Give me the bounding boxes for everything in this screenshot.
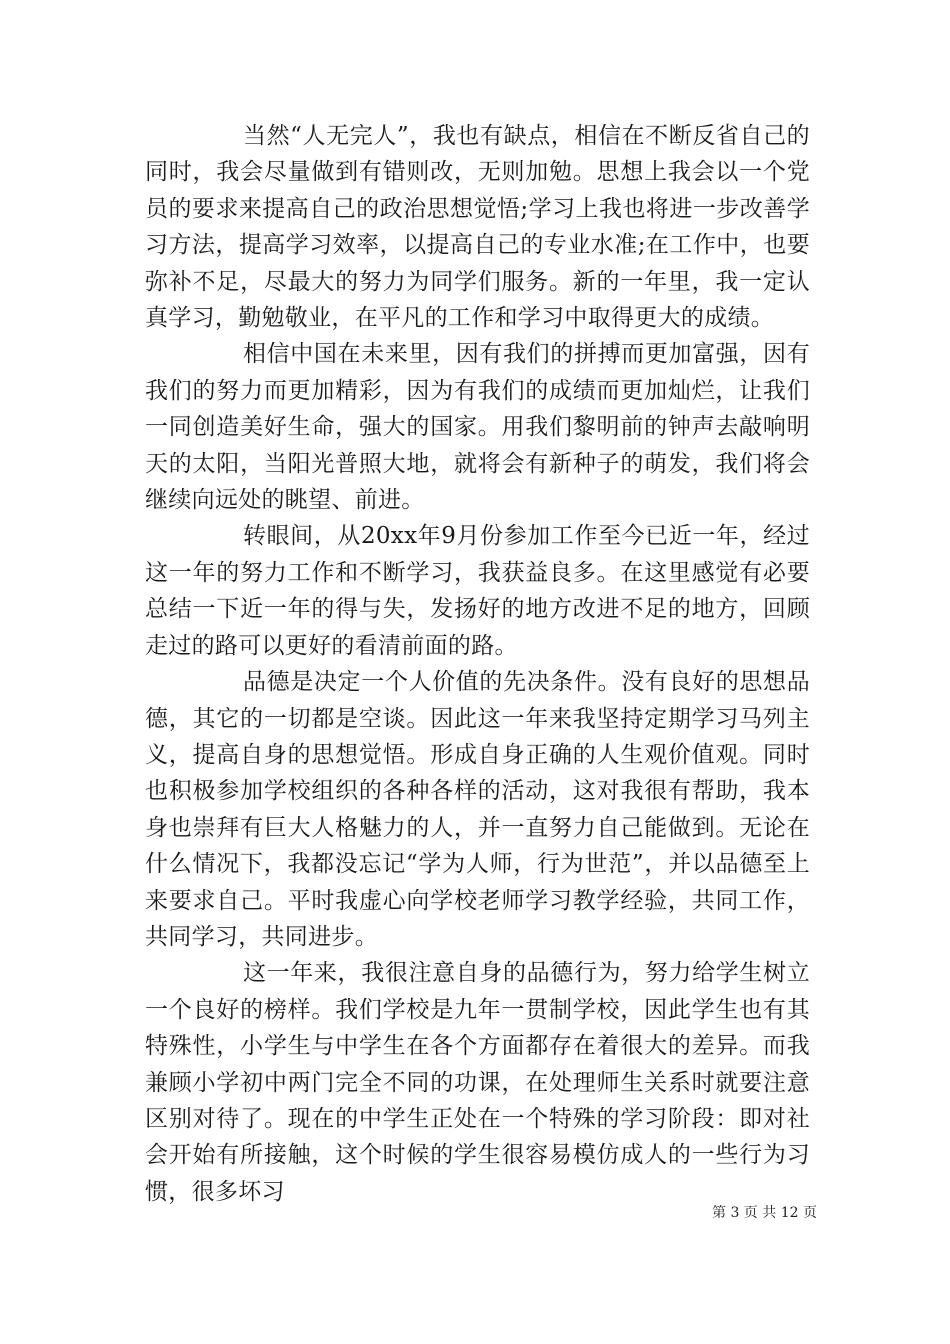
paragraph: 这一年来，我很注意自身的品德行为，努力给学生树立一个良好的榜样。我们学校是九年一贯制学校，因此学生也有其特殊性，小学生与中学生在各个方面都存在着很大的差异。而我兼顾小学初中两门完全不同的功课，在处理师生关系时就要注意区别对待了。现在的中学生正处在一个特殊的学习阶段：即对社会开始有所接触，这个时候的学生很容易模仿成人的一些行为习惯，很多坏习 (145, 960, 810, 1205)
document-body (145, 118, 810, 1210)
paragraph: 转眼间，从20xx年9月份参加工作至今已近一年，经过这一年的努力工作和不断学习，我获益良多。在这里感觉有必要总结一下近一年的得与失，发扬好的地方改进不足的地方，回顾走过的路可以更好的看清前面的路。 (145, 523, 810, 659)
paragraph: 品德是决定一个人价值的先决条件。没有良好的思想品德，其它的一切都是空谈。因此这一年来我坚持定期学习马列主义，提高自身的思想觉悟。形成自身正确的人生观价值观。同时也积极参加学校组织的各种各样的活动，这对我很有帮助，我本身也崇拜有巨大人格魅力的人，并一直努力自己能做到。无论在什么情况下，我都没忘记“学为人师，行为世范”，并以品德至上来要求自己。平时我虚心向学校老师学习教学经验，共同工作，共同学习，共同进步。 (145, 669, 810, 950)
paragraph: 当然“人无完人”，我也有缺点，相信在不断反省自己的同时，我会尽量做到有错则改，无则加勉。思想上我会以一个党员的要求来提高自己的政治思想觉悟;学习上我也将进一步改善学习方法，提高学习效率，以提高自己的专业水准;在工作中，也要弥补不足，尽最大的努力为同学们服务。新的一年里，我一定认真学习，勤勉敬业，在平凡的工作和学习中取得更大的成绩。 (145, 123, 810, 332)
paragraph: 相信中国在未来里，因有我们的拼搏而更加富强，因有我们的努力而更加精彩，因为有我们的成绩而更加灿烂，让我们一同创造美好生命，强大的国家。用我们黎明前的钟声去敲响明天的太阳，当阳光普照大地，就将会有新种子的萌发，我们将会继续向远处的眺望、前进。 (145, 341, 810, 514)
page-number: 第 3 页 共 12 页 (712, 1205, 817, 1221)
